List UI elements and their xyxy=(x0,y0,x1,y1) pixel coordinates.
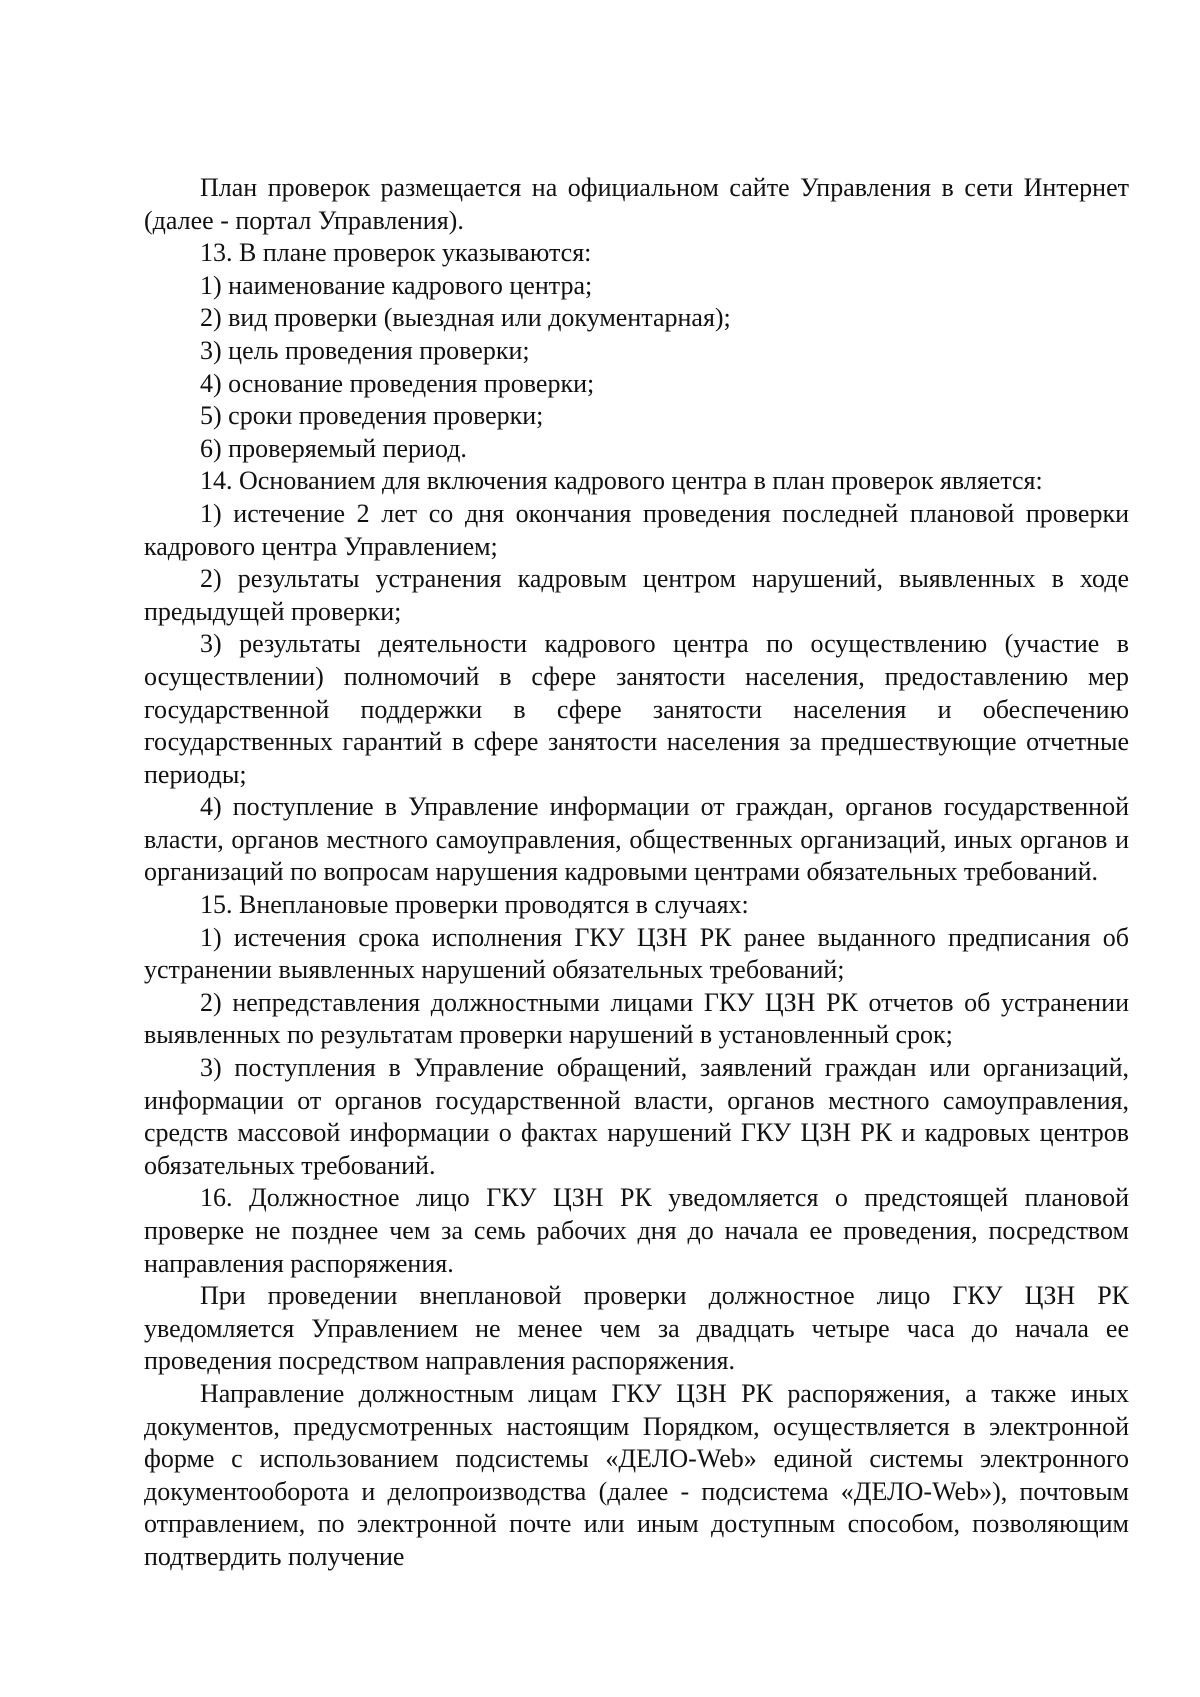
paragraph-14-item-4: 4) поступление в Управление информации от граждан, органов государственной власти, органов местного самоуправления, общественных организаций, иных органов и организаций по вопросам нарушения кадровыми центрами обязательных требований. xyxy=(144,792,1129,887)
paragraph-15-item-2: 2) непредставления должностными лицами ГКУ ЦЗН РК отчетов об устранении выявленных по результатам проверки нарушений в установленный срок; xyxy=(144,987,1129,1050)
paragraph-unplanned-notification: При проведении внеплановой проверки должностное лицо ГКУ ЦЗН РК уведомляется Управлением не менее чем за двадцать четыре часа до начала ее проведения посредством направления распоряжения. xyxy=(144,1281,1129,1376)
paragraph-plan-publication: План проверок размещается на официальном сайте Управления в сети Интернет (далее - портал Управления). xyxy=(144,173,1129,235)
paragraph-14-heading: 14. Основанием для включения кадрового центра в план проверок является: xyxy=(200,466,1043,496)
paragraph-16-notification: 16. Должностное лицо ГКУ ЦЗН РК уведомляется о предстоящей плановой проверке не позднее чем за семь рабочих дня до начала ее проведения, посредством направления распоряжения. xyxy=(144,1183,1129,1278)
paragraph-13-item-4: 4) основание проведения проверки; xyxy=(200,368,595,398)
paragraph-13-item-2: 2) вид проверки (выездная или документарная); xyxy=(200,303,731,333)
paragraph-document-delivery: Направление должностным лицам ГКУ ЦЗН РК распоряжения, а также иных документов, предусмотренных настоящим Порядком, осуществляется в электронной форме с использованием подсистемы «ДЕЛО-Web» единой системы электронного документооборота и делопроизводства (далее - подсистема «ДЕЛО-Web»), почтовым отправлением, по электронной почте или иным доступным способом, позволяющим подтвердить получение xyxy=(144,1378,1129,1571)
document-body xyxy=(144,172,1129,1574)
paragraph-14-item-1: 1) истечение 2 лет со дня окончания проведения последней плановой проверки кадрового центра Управлением; xyxy=(144,498,1129,561)
paragraph-14-item-2: 2) результаты устранения кадровым центром нарушений, выявленных в ходе предыдущей проверки; xyxy=(144,564,1129,626)
paragraph-13-item-3: 3) цель проведения проверки; xyxy=(200,335,530,365)
paragraph-15-item-1: 1) истечения срока исполнения ГКУ ЦЗН РК ранее выданного предписания об устранении выявленных нарушений обязательных требований; xyxy=(144,922,1129,985)
paragraph-13-item-5: 5) сроки проведения проверки; xyxy=(200,401,544,431)
paragraph-14-item-3: 3) результаты деятельности кадрового центра по осуществлению (участие в осуществлении) полномочий в сфере занятости населения, предоставлению мер государственной поддержки в сфере занятости населения и обеспечению государственных гарантий в сфере занятости населения за предшествующие отчетные периоды; xyxy=(144,629,1129,789)
paragraph-13-heading: 13. В плане проверок указываются: xyxy=(200,238,592,268)
paragraph-13-item-6: 6) проверяемый период. xyxy=(200,433,467,463)
paragraph-15-heading: 15. Внеплановые проверки проводятся в случаях: xyxy=(200,890,749,920)
paragraph-15-item-3: 3) поступления в Управление обращений, заявлений граждан или организаций, информации от органов государственной власти, органов местного самоуправления, средств массовой информации о фактах нарушений ГКУ ЦЗН РК и кадровых центров обязательных требований. xyxy=(144,1053,1129,1180)
paragraph-13-item-1: 1) наименование кадрового центра; xyxy=(200,270,593,300)
